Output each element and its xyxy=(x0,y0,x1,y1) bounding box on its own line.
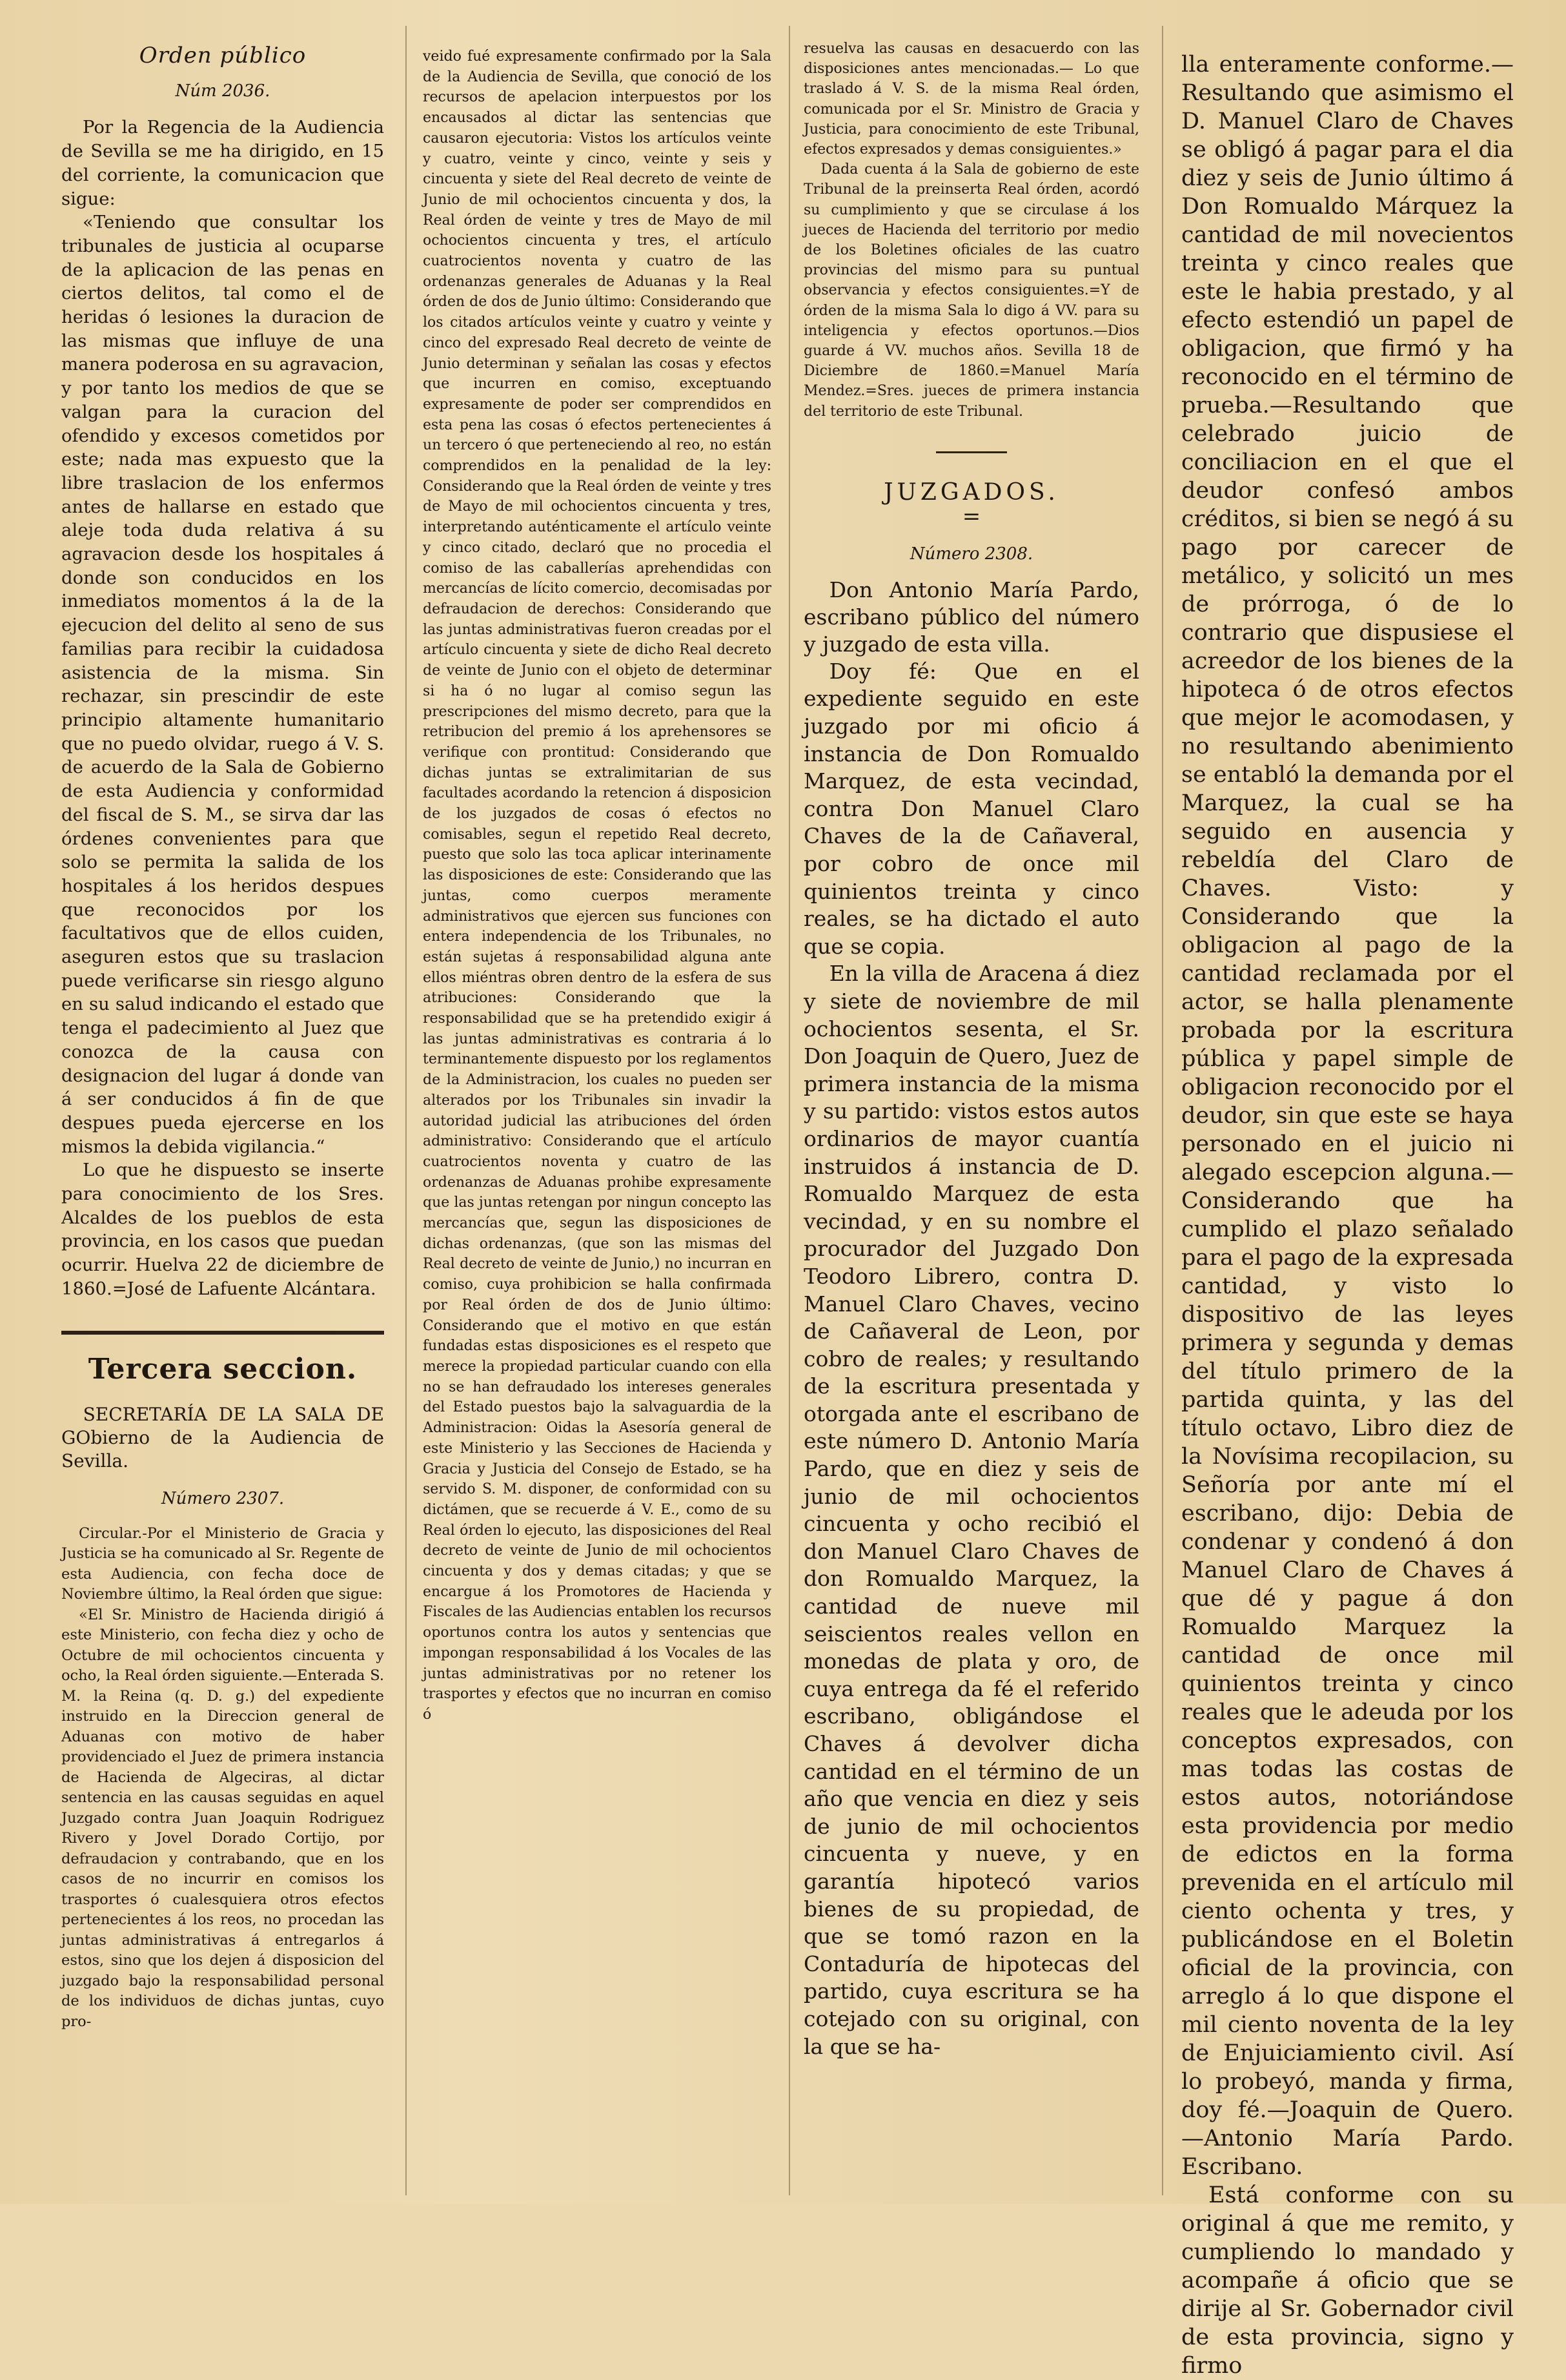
section-heading-juzgados: JUZGADOS. xyxy=(884,478,1059,506)
secretaria-heading: SECRETARÍA DE LA SALA DE GObierno de la Audiencia de Sevilla. xyxy=(61,1404,384,1472)
notice-number-2308: Número 2308. xyxy=(910,544,1033,564)
circular-body: «El Sr. Ministro de Hacienda dirigió á este Ministerio, con fecha diez y ocho de Octubre de mil ochocientos cincuenta y ocho, la Real órden siguiente.—Enterada S. M. la Reina (q. D. g.) del expediente instruido en la Direccion general de Aduanas con motivo de haber providenciado el Juez de primera instancia de Hacienda de Algeciras, al dictar sentencia en las causas seguidas en aquel Juzgado contra Juan Joaquin Rodriguez Rivero y Jovel Dorado Cortijo, por defraudacion y contrabando, que en los casos de no incurrir en comisos los trasportes ó cualesquiera otros efectos pertenecientes á los reos, no procedan las juntas administrativas á entregarlos á estos, sino que los dejen á disposicion del juzgado bajo la responsabilidad personal de los individuos de dichas juntas, cuyo pro- xyxy=(61,1606,384,2030)
column-1 xyxy=(61,39,384,2170)
double-rule-ornament: = xyxy=(962,503,981,529)
auto-paragraph: En la villa de Aracena á diez y siete de noviembre de mil ochocientos sesenta, el Sr. Don Joaquin de Quero, Juez de primera instancia de la misma y su partido: vistos estos autos ordinarios de mayor cuantía instruidos á instancia de D. Romualdo Marquez de esta vecindad, y en su nombre el procurador del Juzgado Don Teodoro Librero, contra D. Manuel Claro Chaves, vecino de Cañaveral de Leon, por cobro de reales; y resultando de la escritura presentada y otorgada ante el escribano de este número D. Antonio María Pardo, que en diez y seis de junio de mil ochocientos cincuenta y ocho recibió el don Manuel Claro Chaves de don Romualdo Marquez, la cantidad de nueve mil seiscientos reales vellon en monedas de plata y oro, de cuya entrega da fé el referido escribano, obligándose el Chaves á devolver dicha cantidad en el término de un año que vencia en diez y seis de junio de mil ochocientos cincuenta y nueve, y en garantía hipotecó varios bienes de su propiedad, de que se tomó razon en la Contaduría de hipotecas del partido, cuya escritura se ha cotejado con su original, con la que se ha- xyxy=(804,961,1139,2059)
column-divider xyxy=(405,26,407,2195)
intro-paragraph: Por la Regencia de la Audiencia de Sevilla se me ha dirigido, en 15 del corriente, la comunicacion que sigue: xyxy=(61,117,384,209)
closing-paragraph: Lo que he dispuesto se inserte para conocimiento de los Sres. Alcaldes de los pueblos de esta provincia, en los casos que puedan ocurrir. Huelva 22 de diciembre de 1860.=José de Lafuente Alcántara. xyxy=(61,1160,384,1299)
auto-continuation: lla enteramente conforme.— Resultando que asimismo el D. Manuel Claro de Chaves se obligó á pagar para el dia diez y seis de Junio último á Don Romualdo Márquez la cantidad de mil novecientos treinta y cinco reales que este le habia prestado, y al efecto estendió un papel de obligacion, que firmó y ha reconocido en el término de prueba.—Resultando que celebrado juicio de conciliacion en el que el deudor confesó ambos créditos, si bien se negó á su pago por carecer de metálico, y solicitó un mes de prórroga, ó de lo contrario que dispusiese el acreedor de los bienes de la hipoteca ó de otros efectos que mejor le acomodasen, y no resultando abenimiento se entabló la demanda por el Marquez, la cual se ha seguido en ausencia y rebeldía del Claro de Chaves. Visto: y Considerando que la obligacion al pago de la cantidad reclamada por el actor, se halla plenamente probada por la escritura pública y papel simple de obligacion reconocido por el deudor, sin que este se haya personado en el juicio ni alegado escepcion alguna.—Considerando que ha cumplido el plazo señalado para el pago de la expresada cantidad, y visto lo dispositivo de las leyes primera y segunda y demas del título primero de la partida quinta, y las del título octavo, Libro diez de la Novísima recopilacion, su Señoría por ante mí el escribano, dijo: Debia de condenar y condenó á don Manuel Claro de Chaves á que dé y pague á don Romualdo Marquez la cantidad de once mil quinientos treinta y cinco reales que le adeuda por los conceptos expresados, con mas todas las costas de estos autos, notoriándose esta providencia por medio de edictos en la forma prevenida en el artículo mil ciento ochenta y tres, y publicándose en el Boletin oficial de la provincia, con arreglo á lo que dispone el mil ciento noventa de la ley de Enjuiciamiento civil. Así lo probeyó, manda y firma, doy fé.—Joaquin de Quero. —Antonio María Pardo. Escribano. xyxy=(1181,52,1514,2180)
column-3 xyxy=(804,39,1139,2195)
section-divider xyxy=(61,1331,384,1335)
section-heading-orden-publico: Orden público xyxy=(139,43,307,68)
column-2 xyxy=(423,46,771,2203)
real-orden-continuation: veido fué expresamente confirmado por la Sala de la Audiencia de Sevilla, que conoció de los recursos de apelacion interpuestos por los encausados al dictar las sentencias que causaron ejecutoria: Vistos los artículos veinte y cuatro, veinte y cinco, veinte y seis y cincuenta y siete del Real decreto de veinte de Junio de mil ochocientos cincuenta y dos, la Real órden de veinte y tres de Mayo de mil ochocientos cincuenta y tres, el artículo cuatrocientos noventa y cuatro de las ordenanzas generales de Aduanas y la Real órden de dos de Junio último: Considerando que los citados artículos veinte y cuatro y veinte y cinco del expresado Real decreto de veinte de Junio determinan y señalan las cosas y efectos que incurren en comiso, exceptuando expresamente de poder ser comprendidos en esta pena las cosas ó efectos pertenecientes á un tercero ó que perteneciendo al reo, no están comprendidos en la penalidad de la ley: Considerando que la Real órden de veinte y tres de Mayo de mil ochocientos cincuenta y tres, interpretando auténticamente el artículo veinte y cinco citado, declaró que no procedia el comiso de las caballerías aprehendidas con mercancías de lícito comercio, decomisadas por defraudacion de derechos: Considerando que las juntas administrativas fueron creadas por el artículo cincuenta y siete de dicho Real decreto de veinte de Junio con el objeto de determinar si ha ó no lugar al comiso segun las prescripciones del mismo decreto, para que la retribucion del premio á los aprehensores se verifique con prontitud: Considerando que dichas juntas se extralimitarian de sus facultades acordando la retencion á disposicion de los juzgados de cosas ó efectos no comisables, segun el repetido Real decreto, puesto que solo las toca aplicar interinamente las disposiciones de este: Considerando que las juntas, como cuerpos meramente administrativos que ejercen sus funciones con entera independencia de los Tribunales, no están sujetas á responsabilidad alguna ante ellos miéntras obren dentro de la esfera de sus atribuciones: Considerando que la responsabilidad que se ha pretendido exigir á las juntas administrativas es contraria á lo terminantemente dispuesto por los reglamentos de la Administracion, los cuales no pueden ser alterados por los Tribunales sin invadir la autoridad judicial las atribuciones del órden administrativo: Considerando que el artículo cuatrocientos noventa y cuatro de las ordenanzas de Aduanas prohibe expresamente que las juntas retengan por ningun concepto las mercancías que, segun las disposiciones de dichas ordenanzas, (que son las mismas del Real decreto de veinte de Junio,) no incurran en comiso, cuya prohibicion se halla confirmada por Real órden de dos de Junio último: Considerando que el motivo en que están fundadas estas disposiciones es el respeto que merece la propiedad particular cuando con ella no se han defraudado los intereses generales del Estado puestos bajo la salvaguardia de la Administracion: Oidas la Asesoría general de este Ministerio y las Secciones de Hacienda y Gracia y Justicia del Consejo de Estado, se ha servido S. M. disponer, de conformidad con su dictámen, que se recuerde á V. E., como de su Real órden lo ejecuto, las disposiciones del Real decreto de veinte de Junio de mil ochocientos cincuenta y dos y demas citadas; y que se encargue á los Promotores de Hacienda y Fiscales de las Audiencias entablen los recursos oportunos contra los autos y sentencias que impongan responsabilidad á los Vocales de las juntas administrativas por no retener los trasportes y efectos que no incurran en comiso ó xyxy=(423,48,771,1723)
notice-number-2307: Número 2307. xyxy=(161,1489,285,1509)
section-heading-tercera: Tercera seccion. xyxy=(88,1352,358,1386)
notice-number: Núm 2036. xyxy=(175,81,270,101)
sala-gobierno-paragraph: Dada cuenta á la Sala de gobierno de este Tribunal de la preinserta Real órden, acordó su cumplimiento y que se circulase á los jueces de Hacienda del territorio por medio de los Boletines oficiales de las cuatro provincias del mismo para su puntual observancia y efectos consiguientes.=Y de órden de la misma Sala lo digo á VV. para su inteligencia y efectos oportunos.—Dios guarde á VV. muchos años. Sevilla 18 de Diciembre de 1860.=Manuel María Mendez.=Sres. jueces de primera instancia del territorio de este Tribunal. xyxy=(804,161,1139,420)
escribano-lead: Don Antonio María Pardo, escribano público del número y juzgado de esta villa. xyxy=(804,577,1139,657)
column-divider xyxy=(789,26,790,2195)
column-4 xyxy=(1181,50,1514,2379)
conforme-paragraph: Está conforme con su original á que me remito, y cumpliendo lo mandado y acompañe á oficio que se dirije al Sr. Gobernador civil de esta provincia, signo y firmo xyxy=(1181,2182,1514,2379)
column-divider xyxy=(1162,26,1163,2195)
short-divider xyxy=(936,451,1007,453)
quoted-communication: «Teniendo que consultar los tribunales de justicia al ocuparse de la aplicacion de las penas en ciertos delitos, tal como el de heridas ó lesiones la duracion de las mismas que influye de una manera poderosa en su agravacion, y por tanto los medios de que se valgan para la curacion del ofendido y excesos cometidos por este; nada mas expuesto que la libre traslacion de los enfermos antes de hallarse en estado que aleje toda duda relativa á su agravacion desde los hospitales á donde son conducidos en los inmediatos momentos á la de la ejecucion del delito al seno de sus familias para recibir la cuidadosa asistencia de la misma. Sin rechazar, sin prescindir de este principio altamente humanitario que no puedo olvidar, ruego á V. S. de acuerdo de la Sala de Gobierno de esta Audiencia y conformidad del fiscal de S. M., se sirva dar las órdenes convenientes para que solo se permita la salida de los hospitales á los heridos despues que reconocidos por los facultativos que de ellos cuiden, aseguren estos que su traslacion puede verificarse sin riesgo alguno en su salud indicando el estado que tenga el padecimiento al Juez que conozca de la causa con designacion del lugar á donde van á ser conducidos á fin de que despues pueda ejercerse en los mismos la debida vigilancia.“ xyxy=(61,212,384,1157)
real-orden-ending: resuelva las causas en desacuerdo con las disposiciones antes mencionadas.— Lo que traslado á V. S. de la misma Real órden, comunicada por el Sr. Ministro de Gracia y Justicia, para conocimiento de este Tribunal, efectos expresados y demas consiguientes.» xyxy=(804,41,1139,158)
circular-paragraph: Circular.-Por el Ministerio de Gracia y Justicia se ha comunicado al Sr. Regente de esta Audiencia, con fecha doce de Noviembre último, la Real órden que sigue: xyxy=(61,1524,384,1603)
doy-fe-paragraph: Doy fé: Que en el expediente seguido en este juzgado por mi oficio á instancia de Don Romualdo Marquez, de esta vecindad, contra Don Manuel Claro Chaves de la de Cañaveral, por cobro de once mil quinientos treinta y cinco reales, se ha dictado el auto que se copia. xyxy=(804,658,1139,959)
